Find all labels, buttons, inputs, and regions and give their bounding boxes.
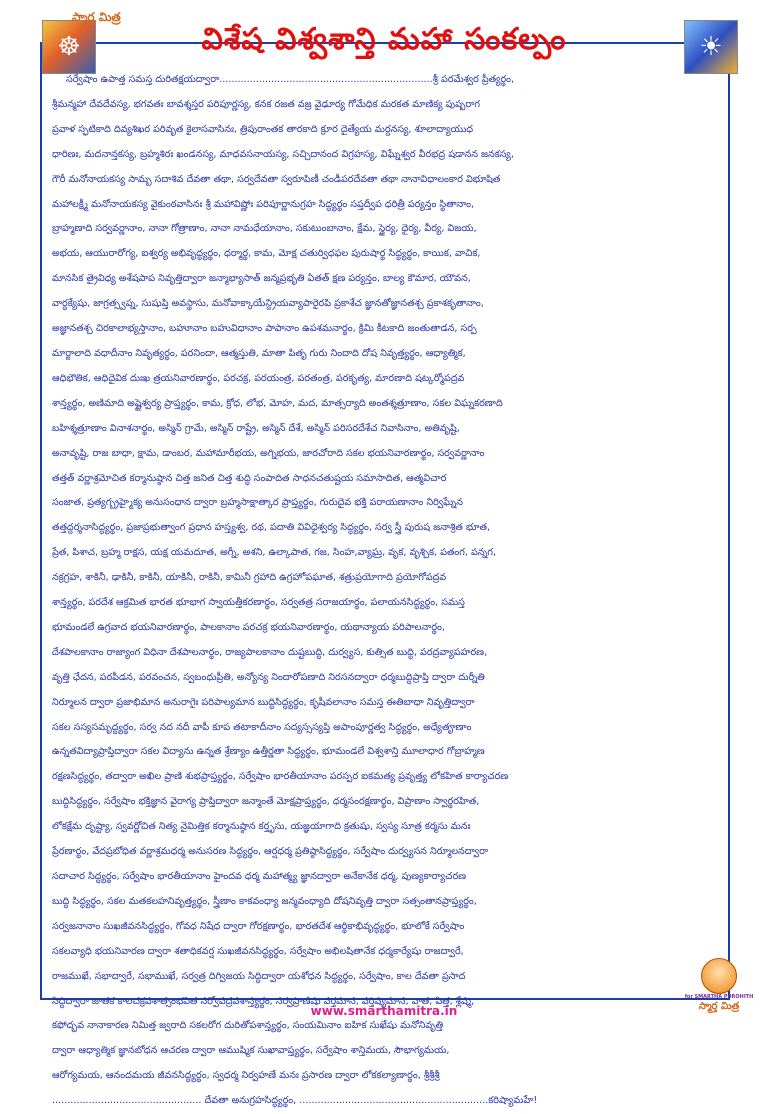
text-line: వార్ధక్యేషు, జాగ్రత్స్వప్న, సుషుప్తి అవస్థాసు, మనోవాక్కాయేన్ద్రియవ్యాపారైరపి ప్రకాశేచ జ్ఞానతోజ్ఞానతశ్చ ప్రకాశకృతానాం, xyxy=(52,298,484,310)
mascot-face-icon xyxy=(701,958,737,994)
text-line: మహాలక్ష్మీ మనోనాయకస్య వైకుంఠవాసినః శ్రీ మహావిష్ణోః పరిపూర్ణానుగ్రహ సిద్ధ్యర్థం సప్తద్వీప ధరిత్రీ పర్యన్తం స్థితానాం, xyxy=(52,198,475,210)
text-line: బుద్ధి సిద్ధ్యర్థం, సకల మతకలహనివృత్త్యర్థం, స్త్రీణాం కాకవంధ్యా జన్మవంధ్యాది దోషనివృత్తి ద్వారా సత్సంతానప్రాప్త్యర్థం, xyxy=(52,895,477,907)
text-line: సదాచార సిద్ధ్యర్థం, సర్వేషాం భారతీయానాం హైందవ ధర్మ మహాత్మ్య జ్ఞానద్వారా అనేకానేక ధర్మ, పుణ్యకార్యాచరణ xyxy=(52,871,467,882)
deity-image-right: ☀ xyxy=(684,20,738,74)
text-line: సర్వజనానాం సుఖజీవనసిద్ధ్యర్థం, గోవధ నిషేధ ద్వారా గోరక్షణార్థం, భారతదేశ ఆర్థికాభివృద్ధ్యర్థం, భూలోకే సర్వేషాం xyxy=(52,920,465,932)
text-line: తత్తద్దర్శనాసిద్ధ్యర్థం, ప్రజాప్రభుత్వాంగ ప్రధాన హస్త్యశ్వ, రథ, పదాతి వివిధైశ్వర్య సిద్ధ్యర్థం, సర్వ స్త్రీ పురుష జనాశ్రిత భూత, xyxy=(52,522,491,534)
text-line: అజ్ఞానతశ్చ చిరకాలాభ్యస్తానాం, బహూనాం బహువిధానాం పాపానాం ఉపశమనార్థం, క్రిమి కీటకాది జంతుతాడన, సర్ప xyxy=(52,323,477,335)
text-line: గౌరీ మనోనాయకస్య సామ్బ సదాశివ దేవతా తథా, సర్వదేవతా స్వరూపిణీ చండీపరదేవతా తథా నానావిధాలంకార విభూషిత xyxy=(52,173,501,185)
text-line: భూమండలే ఉగ్రవాద భయనివారణార్థం, పాలకానాం పరచక్ర భయనివారణార్థం, యథాన్యాయ పరిపాలనార్థం, xyxy=(52,621,445,633)
text-line: శాన్త్యర్థం, పరదేశ ఆక్రమిత భారత భూభాగ స్వాయత్తీకరణార్థం, సర్వతత్ర సరాజయార్థం, పలాయనసిద్ధ్యర్థం, సమస్త xyxy=(52,597,465,609)
text-line: ప్రేత, పిశాచ, బ్రహ్మ రాక్షస, యక్ష యమదూత, అగ్నీ, అశని, ఉల్కాపాత, గజ, సింహ,వ్యాఘ్ర, వృక, వృశ్చిక, పతంగ, పన్నగ, xyxy=(52,547,497,559)
text-line: ఆరోగ్యమయ, ఆనందమయ జీవనసిద్ధ్యర్థం, స్వధర్మ నిర్వహణే మనః ప్రసారణ ద్వారా లోకకల్యాణార్థం, శ్రీశ్రీశ్రీ xyxy=(52,1070,440,1082)
text-line: సకల సస్యసమృద్ధ్యర్థం, సర్వ నద నదీ వాపీ కూప తటాకాదీనాం సద్యస్సస్యప్తి అపాంపూర్ణత్వ సిద్ధ్యర్థం, అధ్యేతౄణాం xyxy=(52,721,472,733)
sankalpam-text xyxy=(52,68,720,1114)
text-line: తత్తత్ వర్ణాశ్రమోచిత కర్మానుష్ఠాన చిత్త జనిత చిత్త శుద్ధి సంపాదిత సాధనచతుష్టయ సమాసాదిత, ఆత్మవిచార xyxy=(52,472,447,484)
text-line: ద్వారా ఆధ్యాత్మిక జ్ఞానబోధన ఆచరణ ద్వారా ఆముష్మిక సుఖావాప్త్యర్థం, సర్వేషాం శాన్తిమయ, సౌభాగ్యమయ, xyxy=(52,1045,450,1057)
text-line: వృత్తి ఛేదన, పరపీడన, పరవంచన, స్వబంధుప్రీతి, అన్యోన్య నిందారోపణాది నిరసనద్వారా ధర్మబుద్ధిప్రాప్తి ద్వారా దుర్నీతి xyxy=(52,671,485,683)
text-line: రాజముఖే, సభాద్వారే, సభాముఖే, సర్వత్ర దిగ్విజయ సిద్ధిద్వారా యశోధన సిద్ధ్యర్థం, సర్వేషాం, కాల దేవతా ప్రసాద xyxy=(52,970,466,982)
text-line: శాన్త్యర్థం, అణిమాది అష్టైశ్వర్య ప్రాప్త్యర్థం, కామ, క్రోధ, లోభ, మోహ, మద, మాత్సర్యాది అంతశ్శత్రూణాం, సకల విఘ్నకరణాది xyxy=(52,397,503,409)
mascot-tag: for SMARTHA PUROHITH xyxy=(684,994,754,1000)
text-line: ధారిణః, మదనాన్తకస్య, బ్రహ్మశిరః ఖండనస్య, మాధవసనాయస్య, సచ్చిదానంద విగ్రహస్య, విఘ్నేశ్వర వీరభద్ర షడానన జనకస్య, xyxy=(52,148,514,160)
text-line: మానసిక త్రైవిధ్య అశేషపాప నివృత్తిద్వారా జన్మాభ్యాసాత్ జన్మప్రభృతి ఏతత్ క్షణ పర్యన్తం, బాల్య కౌమార, యౌవన, xyxy=(52,273,471,285)
text-line: కఫోద్భవ నానాకారణ నిమిత్త జ్వరాది సకలరోగ దురితోపశాన్త్యర్థం, సంయమినాం ఐహిక సుఖేషు మనోనివృత్తి xyxy=(52,1020,444,1032)
text-line: రక్షణసిద్ధ్యర్థం, తద్వారా అఖిల ప్రాణి శుభప్రాప్త్యర్థం, సర్వేషాం భారతీయానాం పరస్పర ఐకమత్య ప్రవృత్త్య లోకహిత కార్యాచరణ xyxy=(52,771,509,783)
page-title: విశేష విశ్వశాన్తి మహా సంకల్పం xyxy=(201,22,567,57)
text-line: ప్రేరణార్థం, వేదప్రబోధిత వర్ణాశ్రమధర్మ అనుసరణ సిద్ధ్యర్థం, ఆర్షధర్మ ప్రతిష్ఠాసిద్ధ్యర్థం, సర్వేషాం దుర్వ్యసన నిర్మూలనద్వారా xyxy=(52,846,489,858)
text-line: అనావృష్టి, రాజ బాధా, క్షామ, డాంబర, మహామారీభయ, అగ్నిభయ, జారచోరాది సకల భయనివారణార్థం, సర్వవర్ణానాం xyxy=(52,447,485,459)
mascot-signature: స్మార్త మిత్ర xyxy=(698,1001,740,1012)
text-line: ప్రవాళ స్ఫటికాది దివ్యశిఖర పరివృత కైలాసవాసినః, త్రిపురాంతక తారకాది క్రూర దైత్యేయ మర్దనస్య, శూలాద్యాయుధ xyxy=(52,123,474,135)
text-line: సంజాత, ప్రత్యగ్బ్రహ్మైక్య అనుసంధాన ద్వారా బ్రహ్మసాక్షాత్కార ప్రాప్త్యర్థం, గురుదైవ భక్తి పరాయణానాం నిర్విఘ్నేన xyxy=(52,497,463,509)
header xyxy=(0,0,768,70)
text-line: లోకక్షేమ దృష్ట్యా, స్వవర్ణోచిత నిత్య నైమిత్తిక కర్మానుష్ఠాన కర్తృసు, యజ్ఞయాగాది క్రతుషు, స్వస్య సూత్ర కర్మసు మనః xyxy=(52,821,471,833)
deity-image-left: ☸ xyxy=(42,20,96,74)
text-line: నిర్మూలన ద్వారా ప్రజాభిమాన అనురాగైః పరిపాల్యమాన బుద్ధిసిద్ధ్యర్థం, కృషీవలానాం సమస్త ఈతిబాధా నివృత్తిద్వారా xyxy=(52,696,475,708)
website-link[interactable]: www.smarthamitra.in xyxy=(310,1004,458,1018)
text-line: అభయ, ఆయురారోగ్య, ఐశ్వర్య అభివృద్ధ్యర్థం, ధర్మార్థ, కామ, మోక్ష చతుర్విధఫల పురుషార్థ సిద్ధ్యర్థం, కాయిక, వాచిక, xyxy=(52,248,481,260)
text-line: ................................................. దేవతా అనుగ్రహసిద్ధ్యర్థం, ..............................................................కరిష్యామహే! xyxy=(52,1095,538,1107)
text-line: దేశపాలకానాం రాజ్యాంగ విధినా దేశపాలనార్థం, రాజ్యపాలకానాం దుష్టబుద్ధి, దుర్వ్యస, కుత్సిత బుద్ధి, పరద్రవ్యాపహరణ, xyxy=(52,646,488,658)
text-line: నక్రగ్రహ, శాకినీ, ఢాకినీ, కాకినీ, యాకినీ, రాకినీ, కామినీ గ్రహాది ఉగ్రహోపఘాత, శత్రుప్రయోగాది ప్రయోగోపద్రవ xyxy=(52,572,447,584)
text-line: శ్రీమన్మహా దేవదేవస్య, భగవతః బావశ్శస్తర పరిపూర్ణస్య, కనక రజత వజ్ర వైఢూర్య గోమేధిక మరకత మాణిక్య పుష్పరాగ xyxy=(52,98,480,110)
text-line: బ్రాహ్మణాది సర్వవర్ణానాం, నానా గోత్రాణాం, నానా నామధేయానాం, సకుటుంబానాం, క్షేమ, స్థైర్య, ధైర్య, వీర్య, విజయ, xyxy=(52,223,477,235)
brand-logo-text: స్మార్త మిత్ర xyxy=(72,10,121,24)
text-line: సకలవ్యాధి భయనివారణ ద్వారా శతాధికవర్ష సుఖజీవనసిద్ధ్యర్థం, సర్వేషాం అభిలషితానేక ధర్మకార్యేషు రాజద్వారే, xyxy=(52,945,464,957)
text-line: బుద్ధిసిద్ధ్యర్థం, సర్వేషాం భక్తిజ్ఞాన వైరాగ్య ప్రాప్తిద్వారా జన్మాంతే మోక్షప్రాప్త్యర్థం, ధర్మసంరక్షణార్థం, విప్రాణాం స్వార్థరహిత, xyxy=(52,796,480,808)
text-line: సిద్ధిద్వారా జాతక కాలచక్రవశాత్సంభవిత సర్వోపద్రవశాన్త్యర్థం, సర్వప్రాణిషు వర్తమాన, వర్తిష్యమాన, వాత, పిత్త, శ్లేష్మ, xyxy=(52,995,475,1007)
text-line: ఉన్నతవిద్యాప్రాప్తిద్వారా సకల విద్యాను ఉన్నత శ్రేణ్యాం ఉత్తీర్ణతా సిద్ధ్యర్థం, భూమండలే విశ్వశాన్తి మూలాధార గోబ్రాహ్మణ xyxy=(52,746,485,758)
mascot-logo xyxy=(684,952,754,1014)
text-line: బహిశ్శత్రూణాం వినాశనార్థం, అస్మిన్ గ్రామే, అస్మిన్ రాష్ట్రే, అస్మిన్ దేశే, అస్మిన్ పరిసరదేశేచ నివాసినాం, అతివృష్టి, xyxy=(52,422,460,434)
text-line: మార్జాలాది వధాదీనాం నివృత్యర్థం, పరనిందా, ఆత్మస్తుతి, మాతా పితృ గురు నిందాది దోష నివృత్త్యర్థం, ఆధ్యాత్మిక, xyxy=(52,347,466,359)
text-line: సర్వేషాం ఉపాత్త సమస్త దురితక్షయద్వారా......................................................................శ్రీ పరమేశ్వర ప్రీత్యర్థం, xyxy=(66,74,515,85)
text-line: ఆధిభౌతిక, ఆధిదైవిక దుఃఖ త్రయనివారణార్థం, పరచక్ర, పరయంత్ర, పరతంత్ర, పరకృత్య, మారణాది షట్కర్మోపద్రవ xyxy=(52,372,465,384)
